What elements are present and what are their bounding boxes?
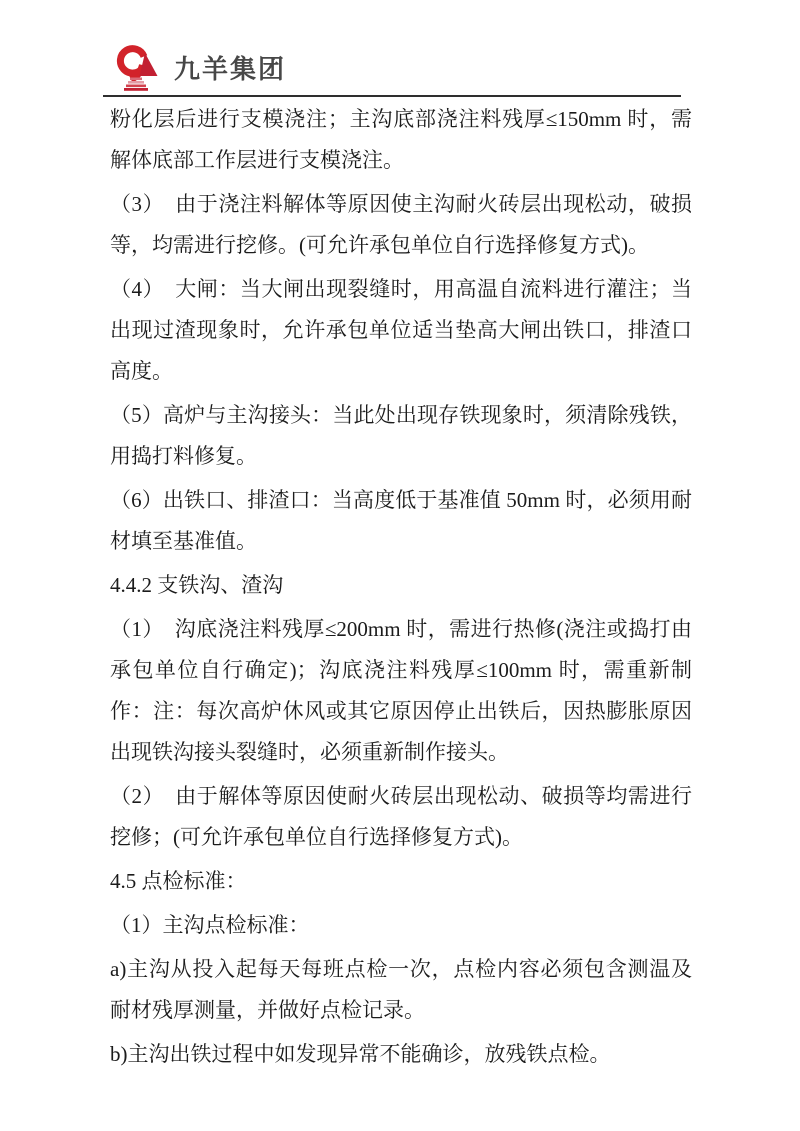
jiuyang-logo-icon xyxy=(112,42,164,92)
paragraph-item-1: （1） 沟底浇注料残厚≤200mm 时，需进行热修(浇注或捣打由承包单位自行确定)；沟底浇注料残厚≤100mm 时，需重新制作：注：每次高炉休风或其它原因停止出铁后，因热膨胀原因出现铁沟接头裂缝时，必须重新制作接头。 xyxy=(110,617,692,764)
paragraph-item-b: b)主沟出铁过程中如发现异常不能确诊，放残铁点检。 xyxy=(110,1042,611,1066)
paragraph-continuation: 粉化层后进行支模浇注；主沟底部浇注料残厚≤150mm 时，需解体底部工作层进行支模浇注。 xyxy=(110,107,692,172)
paragraph-item-a: a)主沟从投入起每天每班点检一次，点检内容必须包含测温及耐材残厚测量，并做好点检记录。 xyxy=(110,957,692,1022)
paragraph-item-6: （6）出铁口、排渣口：当高度低于基准值 50mm 时，必须用耐材填至基准值。 xyxy=(110,488,692,553)
paragraph-subheading-1: （1）主沟点检标准： xyxy=(110,913,310,937)
paragraph-item-5: （5）高炉与主沟接头：当此处出现存铁现象时，须清除残铁，用捣打料修复。 xyxy=(110,403,692,468)
header-divider xyxy=(103,95,681,97)
paragraph-item-3: （3） 由于浇注料解体等原因使主沟耐火砖层出现松动，破损等，均需进行挖修。(可允许承包单位自行选择修复方式)。 xyxy=(110,192,692,257)
paragraph-item-2: （2） 由于解体等原因使耐火砖层出现松动、破损等均需进行挖修；(可允许承包单位自行选择修复方式)。 xyxy=(110,784,692,849)
document-body xyxy=(110,99,692,1078)
letterhead xyxy=(112,42,286,92)
section-heading-4-4-2: 4.4.2 支铁沟、渣沟 xyxy=(110,573,284,597)
company-name: 九羊集团 xyxy=(174,53,287,84)
paragraph-item-4: （4） 大闸：当大闸出现裂缝时，用高温自流料进行灌注；当出现过渣现象时，允许承包单位适当垫高大闸出铁口，排渣口高度。 xyxy=(110,277,692,383)
section-heading-4-5: 4.5 点检标准： xyxy=(110,869,247,893)
